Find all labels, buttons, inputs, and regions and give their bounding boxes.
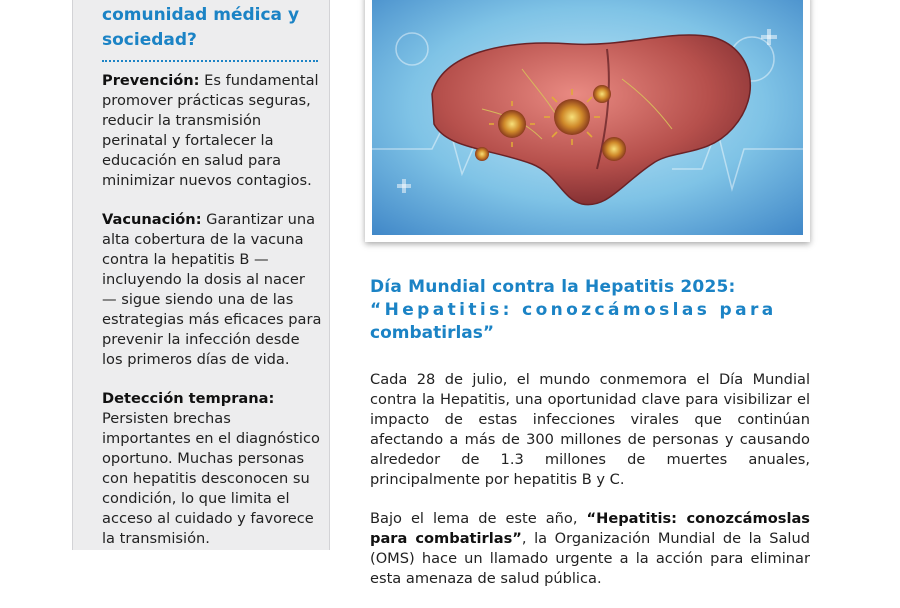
campaign-slogan: “Hepatitis: conozcámoslas para combatirlas” [370,510,810,547]
sidebar-item-text: Persisten brechas importantes en el diagnóstico oportuno. Muchas personas con hepatitis desconocen su condición, lo que limita el acceso al cuidado y favorece la transmisión. [102,410,320,547]
paragraph-text: Bajo el lema de este año, [370,510,587,527]
sidebar-item-early-detection [102,389,324,549]
sidebar-item-vaccination [102,210,324,370]
article-image [365,0,810,242]
article-body [370,370,810,608]
article-title-line: combatirlas” [370,323,495,343]
sidebar-item-label: Prevención: [102,72,200,89]
article-title-line: “Hepatitis: conozcámoslas para [370,300,777,320]
dotted-divider [102,60,318,62]
article-paragraph [370,509,810,589]
sidebar-item-label: Detección temprana: [102,390,275,407]
paragraph-text: , la Organización Mundial de la Salud (OMS) hace un llamado urgente a la acción para eliminar esta amenaza de salud pública. [370,530,811,587]
sidebar-content [102,71,324,568]
sidebar-heading: comunidad médica y sociedad? [102,5,300,50]
liver-virus-illustration-icon [372,0,803,235]
article-title-line: Día Mundial contra la Hepatitis 2025: [370,277,736,297]
sidebar-item-text: Garantizar una alta cobertura de la vacuna contra la hepatitis B — incluyendo la dosis al nacer — sigue siendo una de las estrategias más eficaces para prevenir la infección desde los primeros días de vida. [102,211,322,368]
sidebar-item-prevention [102,71,324,191]
article-title [370,276,810,345]
article-paragraph: Cada 28 de julio, el mundo conmemora el Día Mundial contra la Hepatitis, una oportunidad clave para visibilizar el impacto de estas infecciones virales que continúan afectando a más de 300 millones de personas y causando alrededor de 1.3 millones de muertes anuales, principalmente por hepatitis B y C. [370,371,810,488]
sidebar-item-label: Vacunación: [102,211,202,228]
sidebar-item-text: Es fundamental promover prácticas seguras, reducir la transmisión perinatal y fortalecer la educación en salud para minimizar nuevos contagios. [102,72,319,189]
